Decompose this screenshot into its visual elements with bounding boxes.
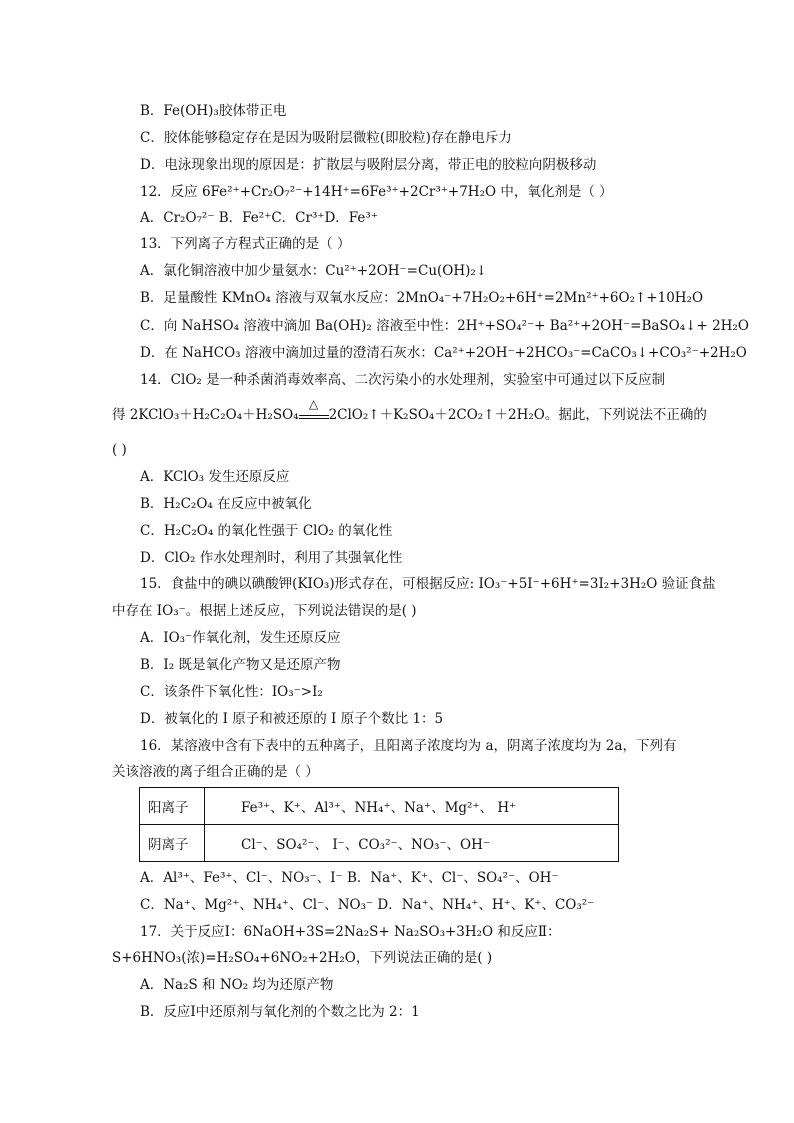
options-16-ab: A．Al³⁺、Fe³⁺、Cl⁻、NO₃⁻、I⁻ B．Na⁺、K⁺、Cl⁻、SO₄²⁻、OH⁻: [140, 870, 559, 886]
options-12: A．Cr₂O₇²⁻ B．Fe²⁺C．Cr³⁺D．Fe³⁺: [140, 210, 378, 226]
question-15: 15．食盐中的碘以碘酸钾(KIO₃)形式存在，可根据反应: IO₃⁻+5I⁻+6H⁺=3I₂+3H₂O 验证食盐: [140, 576, 716, 592]
option-13c: C．向 NaHSO₄ 溶液中滴加 Ba(OH)₂ 溶液至中性：2H⁺+SO₄²⁻+ Ba²⁺+2OH⁻=BaSO₄↓+ 2H₂O: [140, 318, 749, 334]
option-13d: D．在 NaHCO₃ 溶液中滴加过量的澄清石灰水：Ca²⁺+2OH⁻+2HCO₃⁻=CaCO₃↓+CO₃²⁻+2H₂O: [140, 345, 747, 361]
question-12: 12．反应 6Fe²⁺+Cr₂O₇²⁻+14H⁺=6Fe³⁺+2Cr³⁺+7H₂O 中，氧化剂是（ ）: [140, 184, 613, 200]
question-14-paren: ( ): [112, 442, 127, 458]
question-17-cont: S+6HNO₃(浓)=H₂SO₄+6NO₂+2H₂O，下列说法正确的是( ): [112, 950, 493, 966]
anion-row: [140, 825, 619, 862]
option-14a: A．KClO₃ 发生还原反应: [140, 469, 290, 485]
option-14b: B．H₂C₂O₄ 在反应中被氧化: [140, 496, 312, 512]
question-15-cont: 中存在 IO₃⁻。根据上述反应，下列说法错误的是( ): [112, 603, 417, 619]
option-15d: D．被氧化的 I 原子和被还原的 I 原子个数比 1：5: [140, 711, 444, 727]
option-11b: B．Fe(OH)₃胶体带正电: [140, 103, 287, 119]
option-15a: A．IO₃⁻作氧化剂，发生还原反应: [140, 630, 341, 646]
question-13: 13．下列离子方程式正确的是（ ）: [140, 236, 351, 252]
option-13b: B．足量酸性 KMnO₄ 溶液与双氧水反应：2MnO₄⁻+7H₂O₂+6H⁺=2Mn²⁺+6O₂↑+10H₂O: [140, 290, 704, 306]
equation-left: 得 2KClO₃＋H₂C₂O₄＋H₂SO₄: [112, 407, 299, 423]
option-13a: A．氯化铜溶液中加少量氨水：Cu²⁺+2OH⁻=Cu(OH)₂↓: [140, 263, 488, 279]
option-15c: C．该条件下氧化性：IO₃⁻>I₂: [140, 684, 323, 700]
cation-values: Fe³⁺、K⁺、Al³⁺、NH₄⁺、Na⁺、Mg²⁺、 H⁺: [205, 788, 619, 825]
cation-row: [140, 788, 619, 825]
option-14c: C．H₂C₂O₄ 的氧化性强于 ClO₂ 的氧化性: [140, 523, 393, 539]
ion-table: [139, 787, 619, 862]
heat-triangle: △: [308, 397, 319, 411]
option-11d: D．电泳现象出现的原因是：扩散层与吸附层分离，带正电的胶粒向阴极移动: [140, 157, 597, 173]
anion-label: 阴离子: [140, 825, 205, 862]
heat-condition-mark: [299, 397, 329, 419]
question-17: 17．关于反应Ⅰ：6NaOH+3S=2Na₂S+ Na₂SO₃+3H₂O 和反应Ⅱ：: [140, 924, 561, 940]
question-14-equation: [112, 397, 707, 425]
equal-sign: [299, 415, 329, 419]
cation-label: 阳离子: [140, 788, 205, 825]
option-11c: C．胶体能够稳定存在是因为吸附层微粒(即胶粒)存在静电斥力: [140, 130, 512, 146]
option-17a: A．Na₂S 和 NO₂ 均为还原产物: [140, 977, 334, 993]
question-14: 14．ClO₂ 是一种杀菌消毒效率高、二次污染小的水处理剂，实验室中可通过以下反应制: [140, 372, 666, 388]
question-16: 16．某溶液中含有下表中的五种离子，且阳离子浓度均为 a，阴离子浓度均为 2a，下列有: [140, 738, 677, 754]
option-14d: D．ClO₂ 作水处理剂时，利用了其强氧化性: [140, 550, 403, 566]
equation-right: 2ClO₂↑＋K₂SO₄＋2CO₂↑＋2H₂O。据此，下列说法不正确的: [328, 407, 707, 423]
options-16-cd: C．Na⁺、Mg²⁺、NH₄⁺、Cl⁻、NO₃⁻ D．Na⁺、NH₄⁺、H⁺、K⁺、CO₃²⁻: [140, 897, 595, 913]
anion-values: Cl⁻、SO₄²⁻、 I⁻、CO₃²⁻、NO₃⁻、OH⁻: [205, 825, 619, 862]
question-16-cont: 关该溶液的离子组合正确的是（ ）: [112, 764, 319, 780]
option-17b: B．反应Ⅰ中还原剂与氧化剂的个数之比为 2：1: [140, 1004, 420, 1020]
option-15b: B．I₂ 既是氧化产物又是还原产物: [140, 657, 341, 673]
